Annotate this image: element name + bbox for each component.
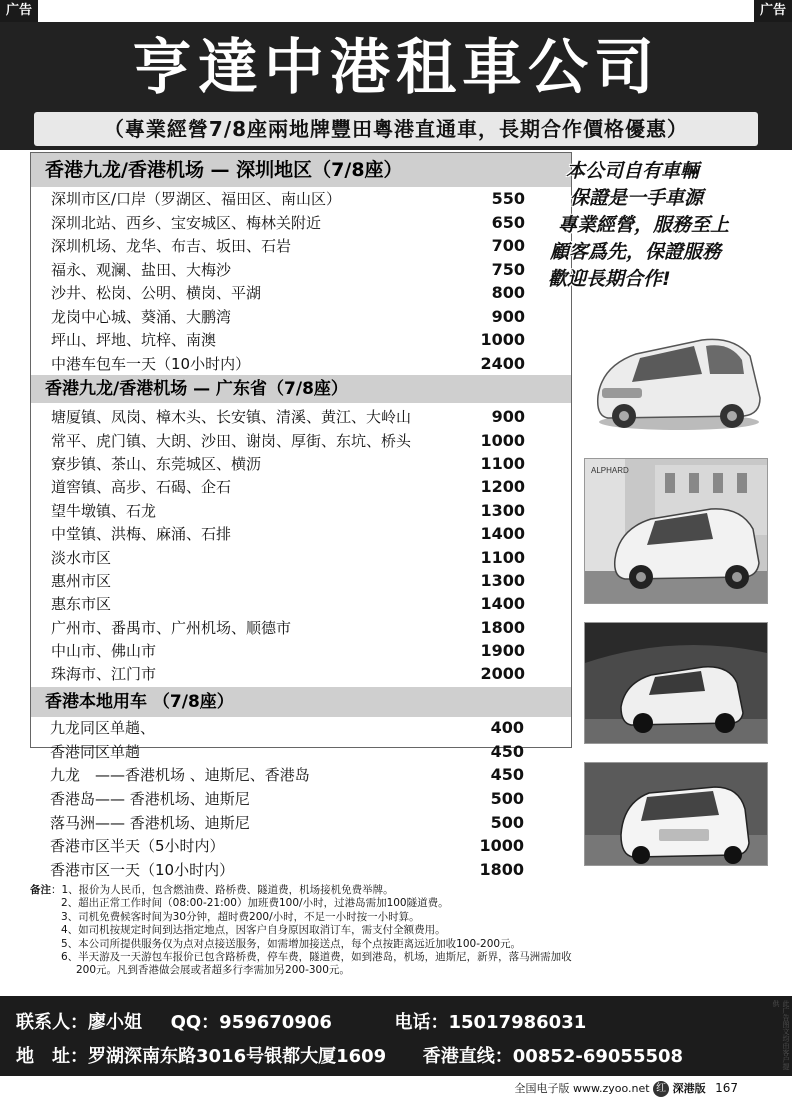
phone-label: 电话： — [394, 1012, 449, 1033]
price-panel — [30, 152, 572, 748]
contact-line-2 — [16, 1042, 683, 1068]
contact-person-label: 联系人： — [16, 1012, 88, 1033]
van-image — [585, 459, 767, 603]
price-row — [31, 616, 571, 639]
hk-line-label: 香港直线： — [422, 1046, 513, 1067]
row-price: 500 — [490, 789, 524, 809]
row-price: 1100 — [480, 453, 525, 473]
row-place: 中港车包车一天（10小时内） — [51, 354, 251, 373]
address-label: 地 址： — [16, 1046, 88, 1067]
price-row — [31, 405, 571, 428]
van-photo-3 — [584, 622, 768, 744]
van-image — [585, 763, 767, 865]
row-place: 深圳北站、西乡、宝安城区、梅林关附近 — [51, 213, 322, 232]
row-price: 450 — [490, 765, 524, 785]
row-price: 900 — [491, 306, 525, 326]
badge-icon: 红 — [653, 1081, 669, 1097]
company-title: 亨達中港租車公司 — [132, 33, 660, 103]
note-line: 5、本公司所提供服务仅为点对点接送服务，如需增加接送点，每个点按距离远近加收100-200元。 — [61, 937, 522, 950]
price-row — [31, 305, 571, 329]
price-row — [30, 716, 570, 740]
row-price: 1800 — [480, 617, 525, 637]
region-label: 深港版 — [672, 1082, 706, 1095]
price-row — [30, 740, 570, 764]
row-price: 1900 — [480, 641, 525, 661]
note-line: 200元。凡到香港做会展或者超多行李需加另200-300元。 — [76, 964, 350, 977]
row-price: 450 — [490, 741, 524, 761]
phone-number: 15017986031 — [448, 1012, 587, 1033]
row-place: 沙井、松岗、公明、横岗、平湖 — [51, 284, 262, 303]
row-price: 1300 — [480, 500, 525, 520]
section-heading-hk-local: 香港本地用车 （7/8座） — [31, 687, 571, 717]
van-photo-2 — [584, 458, 768, 604]
notes — [30, 884, 770, 978]
row-place: 深圳机场、龙华、布吉、坂田、石岩 — [51, 237, 292, 256]
promo-line: 顧客爲先，保證服務 — [550, 241, 722, 263]
row-place: 中山市、佛山市 — [51, 642, 157, 661]
promo-line: 保證是一手車源 — [570, 187, 704, 209]
price-row — [31, 428, 571, 451]
section-rows-hk-local — [30, 716, 570, 881]
van-image — [585, 623, 767, 743]
row-place: 广州市、番禺市、广州机场、顺德市 — [51, 618, 292, 637]
row-place: 常平、虎门镇、大朗、沙田、谢岗、厚街、东坑、桥头 — [51, 431, 412, 450]
row-price: 400 — [490, 718, 524, 738]
qq-number: 959670906 — [219, 1012, 332, 1033]
note-line: 6、半天游及一天游包车报价已包含路桥费，停车费，隧道费，如到港岛，机场，迪斯尼，新界，落马洲需加收 — [61, 951, 572, 964]
price-row — [31, 569, 571, 592]
row-place: 望牛墩镇、石龙 — [51, 501, 157, 520]
price-row — [31, 187, 571, 211]
note-line: 3、司机免费候客时间为30分钟，超时费200/小时，不足一小时按一小时算。 — [61, 910, 420, 923]
price-row — [31, 352, 571, 376]
row-place: 惠州市区 — [51, 571, 112, 590]
price-row — [31, 281, 571, 305]
row-place: 落马洲—— 香港机场、迪斯尼 — [50, 813, 250, 832]
page-footer — [515, 1080, 738, 1097]
address: 罗湖深南东路3016号银都大厦1609 — [88, 1046, 387, 1067]
edition-label: 全国电子版 www.zyoo.net — [514, 1082, 650, 1095]
row-price: 900 — [491, 407, 525, 427]
row-place: 中堂镇、洪梅、麻涌、石排 — [51, 525, 232, 544]
price-row — [30, 763, 570, 787]
van-photo-4 — [584, 762, 768, 866]
row-place: 香港同区单趟 — [50, 742, 141, 761]
row-place: 九龙 ——香港机场 、迪斯尼、香港岛 — [50, 766, 310, 785]
row-price: 1000 — [480, 330, 525, 350]
qq-label: QQ： — [170, 1012, 220, 1033]
page-number: 167 — [715, 1081, 738, 1095]
price-row — [31, 328, 571, 352]
price-row — [31, 475, 571, 498]
ad-tag-right: 广告 — [754, 0, 792, 22]
ad-tag-left: 广告 — [0, 0, 38, 22]
price-row — [30, 810, 570, 834]
price-row — [30, 787, 570, 811]
row-place: 香港岛—— 香港机场、迪斯尼 — [50, 790, 250, 809]
row-place: 寮步镇、茶山、东莞城区、横沥 — [51, 454, 262, 473]
section-rows-shenzhen — [31, 187, 571, 375]
row-place: 塘厦镇、凤岗、樟木头、长安镇、清溪、黄江、大岭山 — [51, 408, 412, 427]
price-row — [31, 592, 571, 615]
section-heading-shenzhen: 香港九龙/香港机场 — 深圳地区（7/8座） — [31, 153, 571, 187]
hk-line-number: 00852-69055508 — [512, 1046, 684, 1067]
note-line: 4、如司机按规定时间到达指定地点，因客户自身原因取消订车，需支付全额费用。 — [61, 924, 446, 937]
row-price: 1000 — [479, 836, 524, 856]
van-image — [584, 326, 766, 438]
row-place: 龙岗中心城、葵涌、大鹏湾 — [51, 307, 232, 326]
price-row — [31, 545, 571, 568]
row-price: 2000 — [480, 664, 525, 684]
price-row — [31, 258, 571, 282]
row-place: 坪山、坪地、坑梓、南澳 — [51, 331, 217, 350]
row-price: 700 — [491, 236, 525, 256]
price-row — [31, 234, 571, 258]
row-place: 香港市区一天（10小时内） — [50, 860, 235, 879]
note-text: ：1、报价为人民币，包含燃油费、路桥费、隧道费，机场接机免费举牌。 — [51, 884, 394, 896]
note-line — [30, 884, 770, 897]
row-price: 1000 — [480, 430, 525, 450]
van-photo-1 — [584, 326, 766, 438]
section-rows-guangdong — [31, 405, 571, 686]
row-place: 淡水市区 — [51, 548, 112, 567]
contact-band — [0, 996, 792, 1076]
row-place: 道窖镇、高步、石碣、企石 — [51, 478, 232, 497]
row-place: 惠东市区 — [51, 595, 112, 614]
price-row — [31, 522, 571, 545]
price-row — [31, 639, 571, 662]
row-place: 福永、观澜、盐田、大梅沙 — [51, 260, 232, 279]
price-row — [31, 662, 571, 685]
row-price: 550 — [491, 189, 525, 209]
promo-line: 本公司自有車輛 — [566, 160, 700, 182]
price-row — [31, 452, 571, 475]
row-price: 2400 — [480, 353, 525, 373]
notes-label: 备注 — [30, 884, 51, 896]
promo-text — [548, 158, 788, 293]
price-row — [31, 499, 571, 522]
row-place: 深圳市区/口岸（罗湖区、福田区、南山区） — [51, 190, 342, 209]
contact-person: 廖小姐 — [88, 1012, 142, 1033]
price-row — [30, 834, 570, 858]
note-line: 2、超出正常工作时间（08:00-21:00）加班费100/小时，过港岛需加100隧道费。 — [61, 897, 449, 910]
row-price: 1800 — [479, 859, 524, 879]
side-disclaimer: 此广告图文均由客户提供 — [772, 1000, 790, 1070]
row-price: 1100 — [480, 547, 525, 567]
price-row — [31, 211, 571, 235]
row-price: 800 — [491, 283, 525, 303]
price-row — [30, 858, 570, 882]
row-price: 1300 — [480, 570, 525, 590]
promo-line: 專業經營，服務至上 — [558, 214, 730, 236]
row-place: 香港市区半天（5小时内） — [50, 837, 225, 856]
subtitle: （專業經營7/8座兩地牌豐田粵港直通車，長期合作價格優惠） — [34, 112, 758, 146]
row-place: 珠海市、江门市 — [51, 665, 157, 684]
row-price: 500 — [490, 812, 524, 832]
row-place: 九龙同区单趟、 — [50, 719, 156, 738]
section-heading-guangdong: 香港九龙/香港机场 — 广东省（7/8座） — [31, 375, 571, 403]
row-price: 650 — [491, 212, 525, 232]
promo-line: 歡迎長期合作! — [548, 268, 671, 290]
row-price: 1400 — [480, 524, 525, 544]
contact-line-1 — [16, 1008, 586, 1034]
row-price: 1400 — [480, 594, 525, 614]
alphard-label: ALPHARD — [591, 466, 629, 475]
row-price: 1200 — [480, 477, 525, 497]
row-price: 750 — [491, 259, 525, 279]
